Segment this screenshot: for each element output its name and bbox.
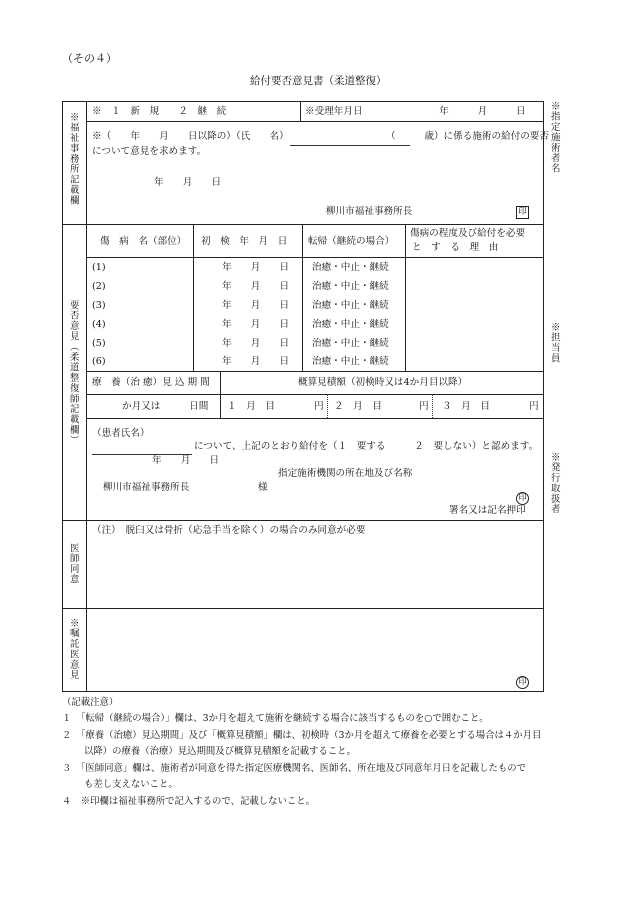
col-header-first-visit: 初 検 年 月 日: [201, 236, 288, 247]
treatment-period-value[interactable]: か月又は 日間: [122, 401, 209, 412]
request-date[interactable]: 年 月 日: [154, 177, 222, 188]
note-3a: ３ 「医師同意」欄は、施術者が同意を得た指定医療機関名、医師名、所在地及び同意年月日を記載したもので: [62, 763, 527, 774]
estimate-label: 概算見積額（初検時又は4か月目以降）: [298, 377, 468, 388]
row-first-visit-date[interactable]: 年 月 日: [222, 281, 290, 292]
row-outcome-options[interactable]: 治癒・中止・継続: [312, 262, 389, 273]
caseworker-label: ※担当員: [548, 322, 560, 364]
welfare-office-director: 柳川市福祉事務所長: [326, 206, 413, 217]
practitioner-seal-icon: 印: [516, 492, 529, 505]
row-first-visit-date[interactable]: 年 月 日: [222, 319, 290, 330]
row-number: (1): [92, 262, 106, 273]
note-2a: ２ 「療養（治癒）見込期間」及び「概算見積額」欄は、初検時（3か月を超えて療養を必要とする場合は４か月目: [62, 730, 542, 741]
form-title: 給付要否意見書（柔道整復）: [250, 75, 387, 87]
row-outcome-options[interactable]: 治癒・中止・継続: [312, 319, 389, 330]
commission-doctor-section-label: ※嘱託医意見: [67, 618, 79, 681]
patient-name-label: （患者氏名）: [92, 428, 150, 439]
treatment-period-label: 療 養（治 癒）見 込 期 間: [92, 377, 210, 388]
row-number: (4): [92, 319, 106, 330]
designated-practitioner-label: ※指定施術者名: [548, 101, 560, 174]
form-number: （その４）: [62, 52, 117, 65]
row-number: (6): [92, 356, 106, 367]
doctor-consent-section-label: 医師同意: [67, 543, 79, 585]
row-number: (2): [92, 281, 106, 292]
note-1: １ 「転帰（継続の場合）」欄は、3か月を超えて施術を継続する場合に該当するものを○で囲むこと。: [62, 713, 489, 724]
addressee-honorific: 様: [258, 482, 268, 493]
issuer-label: ※発行取扱者: [548, 452, 560, 515]
welfare-director-seal-icon: 印: [516, 206, 529, 219]
approval-statement: について、上記のとおり給付を（１ 要する ２ 要しない）と認めます。: [194, 441, 539, 452]
month-2-yen[interactable]: 円: [419, 401, 429, 412]
col-header-injury: 傷 病 名（部位）: [100, 236, 187, 247]
row-outcome-options[interactable]: 治癒・中止・継続: [312, 300, 389, 311]
patient-name-underline[interactable]: [290, 145, 410, 146]
month-3-label: ３ 月 目: [442, 401, 490, 412]
col-header-outcome: 転帰（継続の場合）: [308, 236, 395, 247]
row-number: (5): [92, 338, 106, 349]
signature-note: 署名又は記名押印: [449, 505, 526, 516]
row-first-visit-date[interactable]: 年 月 日: [222, 262, 290, 273]
col-header-reason-line1: 傷病の程度及び給付を必要: [410, 228, 526, 239]
addressee-director: 柳川市福祉事務所長: [103, 482, 190, 493]
note-3b: も差し支えないこと。: [84, 779, 178, 790]
doctor-consent-note: （注） 脱臼又は骨折（応急手当を除く）の場合のみ同意が必要: [92, 525, 366, 536]
month-3-yen[interactable]: 円: [529, 401, 539, 412]
approval-date[interactable]: 年 月 日: [152, 455, 220, 466]
month-1-yen[interactable]: 円: [314, 401, 324, 412]
row-outcome-options[interactable]: 治癒・中止・継続: [312, 281, 389, 292]
month-2-label: ２ 月 目: [334, 401, 382, 412]
commission-opinion-area[interactable]: [88, 612, 540, 676]
row-number: (3): [92, 300, 106, 311]
welfare-office-section-label: ※福祉事務所記載欄: [67, 112, 79, 206]
row-first-visit-date[interactable]: 年 月 日: [222, 356, 290, 367]
row-first-visit-date[interactable]: 年 月 日: [222, 300, 290, 311]
row-first-visit-date[interactable]: 年 月 日: [222, 338, 290, 349]
notes-heading: （記載注意）: [62, 697, 119, 708]
request-period-name: ※（ 年 月 日以降の）（氏 名）: [92, 131, 289, 142]
request-age-text: （ 歳）に係る施術の給付の要否: [386, 131, 550, 142]
col-header-reason-line2: と す る 理 由: [412, 242, 499, 253]
month-1-label: １ 月 目: [227, 401, 275, 412]
row-outcome-options[interactable]: 治癒・中止・継続: [312, 356, 389, 367]
doctor-consent-area[interactable]: [88, 540, 540, 604]
new-or-continue-field[interactable]: ※ １ 新 規 ２ 継 続: [92, 106, 227, 117]
request-text-line2: について意見を求めます。: [92, 146, 207, 157]
note-4: ４ ※印欄は福祉事務所で記入するので、記載しないこと。: [62, 796, 315, 807]
note-2b: 以降）の療養（治療）見込期間及び概算見積額を記載すること。: [84, 746, 356, 757]
receipt-date-field[interactable]: ※受理年月日 年 月 日: [305, 106, 526, 117]
row-outcome-options[interactable]: 治癒・中止・継続: [312, 338, 389, 349]
facility-name-label: 指定施術機関の所在地及び名称: [278, 468, 413, 479]
commission-doctor-seal-icon: 印: [516, 676, 529, 689]
opinion-section-label: 要否意見（柔道整復師記載欄）: [67, 300, 79, 446]
